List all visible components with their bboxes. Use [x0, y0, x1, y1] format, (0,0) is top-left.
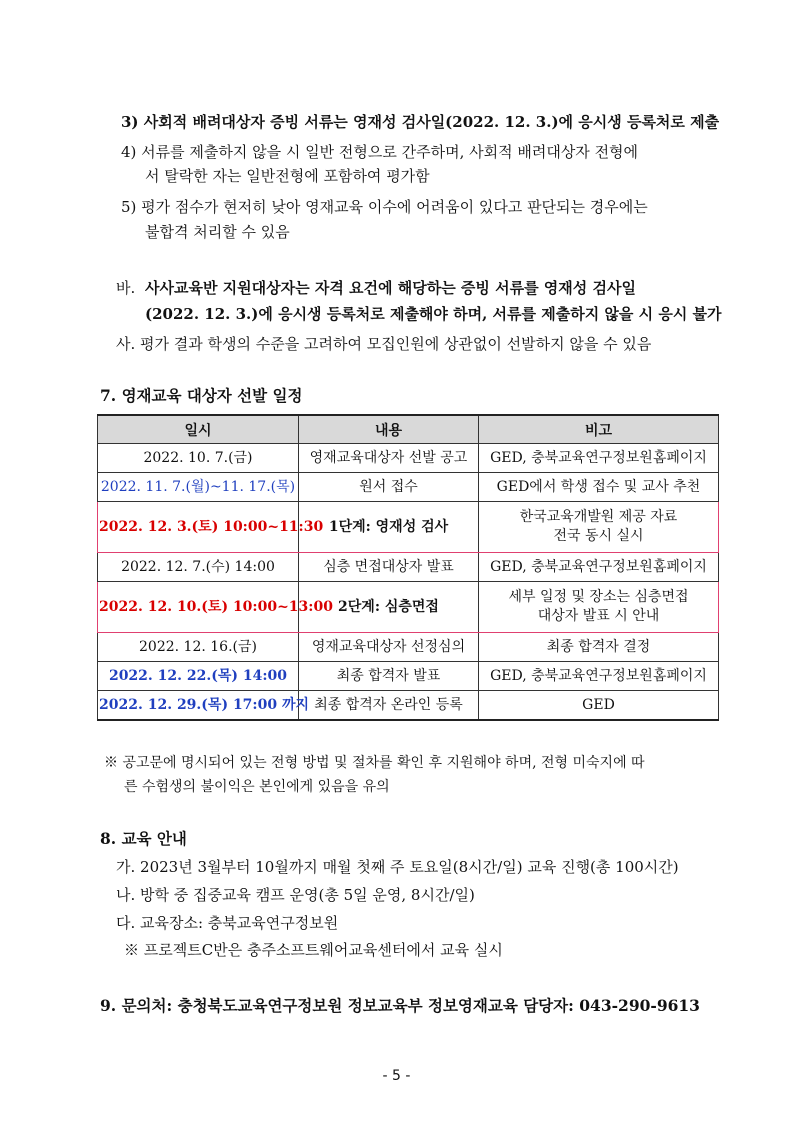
row-note: GED, 충북교육연구정보원홈페이지 [479, 662, 719, 691]
row-date: 2022. 12. 22.(목) 14:00 [98, 662, 299, 691]
row-note [479, 582, 719, 633]
section-7-title: 7. 영재교육 대상자 선발 일정 [100, 386, 303, 405]
table-row [98, 444, 719, 473]
item-8-note: ※ 프로젝트C반은 충주소프트웨어교육센터에서 교육 실시 [124, 941, 503, 959]
item-5-4-cont: 서 탈락한 자는 일반전형에 포함하여 평가함 [145, 167, 430, 185]
header-content: 내용 [299, 415, 479, 444]
item-ba-line1: 사사교육반 지원대상자는 자격 요건에 해당하는 증빙 서류를 영재성 검사일 [145, 279, 636, 297]
row-date: 2022. 12. 29.(목) 17:00 까지 [98, 691, 299, 721]
row-content: 1단계: 영재성 검사 [299, 502, 479, 553]
row-note-line2: 전국 동시 실시 [553, 528, 644, 544]
row-note-line2: 대상자 발표 시 안내 [537, 608, 660, 624]
row-date: 2022. 12. 3.(토) 10:00~11:30 [98, 502, 299, 553]
row-content: 최종 합격자 온라인 등록 [299, 691, 479, 721]
table-row [98, 691, 719, 721]
row-content: 심층 면접대상자 발표 [299, 553, 479, 582]
row-date: 2022. 10. 7.(금) [98, 444, 299, 473]
item-5-5: 5) 평가 점수가 현저히 낮아 영재교육 이수에 어려움이 있다고 판단되는 경우에는 [121, 198, 648, 216]
row-content: 2단계: 심층면접 [299, 582, 479, 633]
row-note [479, 502, 719, 553]
section-8-title: 8. 교육 안내 [100, 829, 187, 848]
schedule-footnote-line1: ※ 공고문에 명시되어 있는 전형 방법 및 절차를 확인 후 지원해야 하며, 전형 미숙지에 따 [104, 755, 645, 771]
table-row [98, 473, 719, 502]
item-5-5-cont: 불합격 처리할 수 있음 [145, 223, 290, 241]
table-row [98, 633, 719, 662]
row-date: 2022. 11. 7.(월)~11. 17.(목) [98, 473, 299, 502]
row-content: 영재교육대상자 선정심의 [299, 633, 479, 662]
row-note-line1: 세부 일정 및 장소는 심층면접 [508, 589, 689, 605]
item-5-3: 3) 사회적 배려대상자 증빙 서류는 영재성 검사일(2022. 12. 3.)에 응시생 등록처로 제출 [121, 113, 720, 131]
schedule-table [97, 414, 719, 721]
header-date: 일시 [98, 415, 299, 444]
schedule-footnote-line2: 른 수험생의 불이익은 본인에게 있음을 유의 [124, 779, 390, 795]
row-content: 최종 합격자 발표 [299, 662, 479, 691]
table-row [98, 553, 719, 582]
row-note-line1: 한국교육개발원 제공 자료 [519, 509, 678, 525]
row-content: 원서 접수 [299, 473, 479, 502]
item-ba-marker: 바. [116, 279, 136, 297]
header-note: 비고 [479, 415, 719, 444]
table-row-highlighted [98, 582, 719, 633]
row-content: 영재교육대상자 선발 공고 [299, 444, 479, 473]
item-8-da: 다. 교육장소: 충북교육연구정보원 [116, 914, 339, 932]
row-note: GED에서 학생 접수 및 교사 추천 [479, 473, 719, 502]
row-note: GED [479, 691, 719, 721]
table-row [98, 662, 719, 691]
table-row-highlighted [98, 502, 719, 553]
item-8-ga: 가. 2023년 3월부터 10월까지 매월 첫째 주 토요일(8시간/일) 교육 진행(총 100시간) [116, 858, 679, 876]
section-9-contact: 9. 문의처: 충청북도교육연구정보원 정보교육부 정보영재교육 담당자: 043-290-9613 [100, 996, 700, 1015]
item-8-na: 나. 방학 중 집중교육 캠프 운영(총 5일 운영, 8시간/일) [116, 886, 475, 904]
item-ba-line2: (2022. 12. 3.)에 응시생 등록처로 제출해야 하며, 서류를 제출하지 않을 시 응시 불가 [145, 305, 722, 323]
row-date: 2022. 12. 10.(토) 10:00~13:00 [98, 582, 299, 633]
row-note: 최종 합격자 결정 [479, 633, 719, 662]
item-sa: 사. 평가 결과 학생의 수준을 고려하여 모집인원에 상관없이 선발하지 않을 수 있음 [116, 335, 652, 353]
row-date: 2022. 12. 16.(금) [98, 633, 299, 662]
row-date: 2022. 12. 7.(수) 14:00 [98, 553, 299, 582]
row-note: GED, 충북교육연구정보원홈페이지 [479, 553, 719, 582]
item-5-4: 4) 서류를 제출하지 않을 시 일반 전형으로 간주하며, 사회적 배려대상자 전형에 [121, 143, 639, 161]
row-note: GED, 충북교육연구정보원홈페이지 [479, 444, 719, 473]
table-header-row [98, 415, 719, 444]
page-number: - 5 - [382, 1068, 411, 1084]
